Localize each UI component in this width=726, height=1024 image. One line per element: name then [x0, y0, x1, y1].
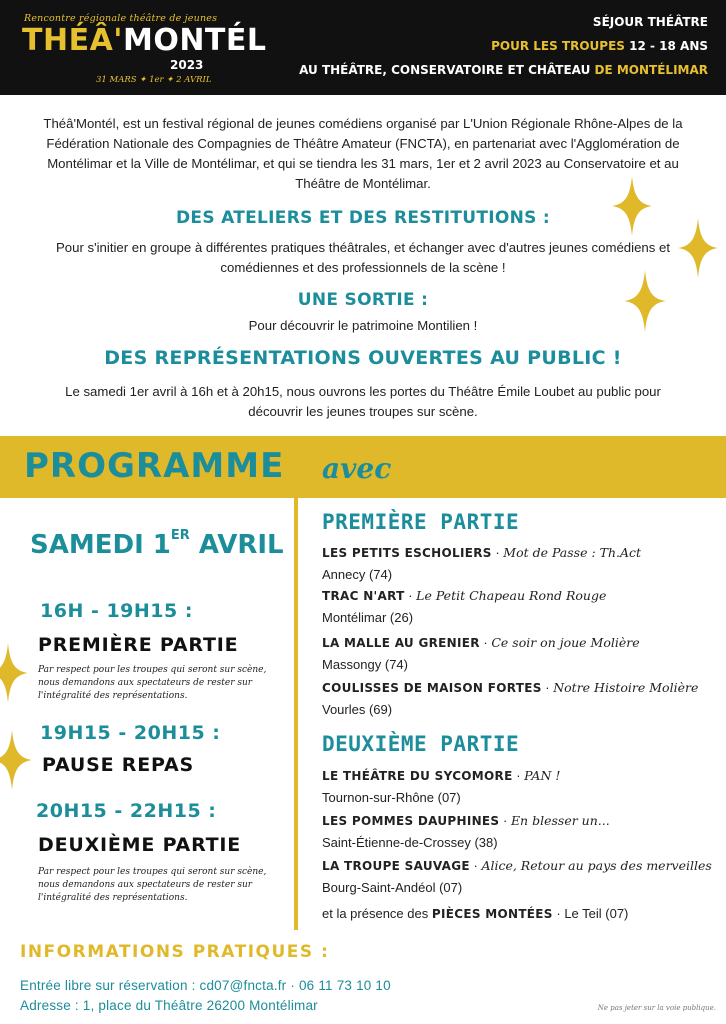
sparkle-icon	[610, 176, 654, 236]
troupe-entry: LA TROUPE SAUVAGE · Alice, Retour au pays des merveilles Bourg-Saint-Andéol (07)	[322, 858, 712, 895]
info-address: Adresse : 1, place du Théâtre 26200 Montélimar	[20, 998, 318, 1013]
ateliers-heading: DES ATELIERS ET DES RESTITUTIONS :	[176, 208, 550, 228]
header-kicker: Rencontre régionale théâtre de jeunes	[24, 13, 218, 24]
sortie-text: Pour découvrir le patrimoine Montilien !	[248, 318, 478, 333]
sparkle-icon	[622, 270, 668, 332]
slot2-title: PAUSE REPAS	[42, 754, 194, 776]
troupe-entry: LES PETITS ESCHOLIERS · Mot de Passe : Th.Act Annecy (74)	[322, 545, 642, 582]
info-contact: Entrée libre sur réservation : cd07@fncta.fr · 06 11 73 10 10	[20, 978, 391, 993]
tagline-line1: SÉJOUR THÉÂTRE	[592, 15, 708, 29]
part2-heading: DEUXIÈME PARTIE	[322, 732, 520, 756]
slot1-title: PREMIÈRE PARTIE	[38, 634, 239, 656]
schedule-day: SAMEDI 1ER AVRIL	[30, 528, 284, 560]
troupe-entry: LA MALLE AU GRENIER · Ce soir on joue Molière Massongy (74)	[322, 635, 640, 672]
header-tagline	[299, 10, 708, 82]
slot3-note: Par respect pour les troupes qui seront sur scène, nous demandons aux spectateurs de rester sur l'intégralité des représentations.	[38, 867, 267, 903]
header-banner	[0, 0, 726, 95]
disclaimer: Ne pas jeter sur la voie publique.	[597, 1004, 716, 1012]
part1-heading: PREMIÈRE PARTIE	[322, 510, 520, 534]
slot3-title: DEUXIÈME PARTIE	[38, 834, 242, 856]
slot1-time: 16H - 19H15 :	[40, 600, 193, 622]
sparkle-icon	[0, 730, 32, 790]
sortie-heading: UNE SORTIE :	[297, 290, 429, 310]
troupe-entry: LES POMMES DAUPHINES · En blesser un... Saint-Étienne-de-Crossey (38)	[322, 813, 610, 850]
troupe-entry: LE THÉÂTRE DU SYCOMORE · PAN ! Tournon-sur-Rhône (07)	[322, 768, 561, 805]
programme-avec: avec	[322, 452, 392, 485]
programme-title: PROGRAMME	[24, 446, 285, 486]
logo-year: 2023	[170, 58, 204, 72]
logo-dates: 31 MARS ✦ 1er ✦ 2 AVRIL	[96, 75, 212, 85]
public-heading: DES REPRÉSENTATIONS OUVERTES AU PUBLIC !	[104, 347, 622, 369]
tagline-line2: POUR LES TROUPES 12 - 18 ANS	[491, 39, 708, 53]
programme-band	[0, 436, 726, 498]
sparkle-icon	[0, 642, 28, 704]
logo-part1: THÉÂ'	[22, 23, 123, 58]
slot2-time: 19H15 - 20H15 :	[40, 722, 221, 744]
slot1-note: Par respect pour les troupes qui seront sur scène, nous demandons aux spectateurs de rester sur l'intégralité des représentations.	[38, 665, 267, 701]
logo-part2: MONTÉL	[122, 23, 267, 58]
info-heading: INFORMATIONS PRATIQUES :	[20, 942, 330, 962]
ateliers-text: Pour s'initier en groupe à différentes pratiques théâtrales, et échanger avec d'autres jeunes comédiens et comédiennes et des professionnels de la scène !	[56, 240, 670, 275]
presence-line: et la présence des PIÈCES MONTÉES · Le Teil (07)	[322, 906, 629, 921]
troupe-entry: TRAC N'ART · Le Petit Chapeau Rond Rouge Montélimar (26)	[322, 588, 607, 625]
public-text: Le samedi 1er avril à 16h et à 20h15, nous ouvrons les portes du Théâtre Émile Loubet au public pour découvrir les jeunes troupes sur scène.	[65, 384, 661, 419]
troupe-entry: COULISSES DE MAISON FORTES · Notre Histoire Molière Vourles (69)	[322, 680, 699, 717]
sparkle-icon	[676, 218, 720, 278]
festival-logo	[22, 23, 267, 58]
intro-paragraph: Théâ'Montél, est un festival régional de jeunes comédiens organisé par L'Union Régionale Rhône-Alpes de la Fédération Nationale des Compagnies de Théâtre Amateur (FNCTA), en partenariat avec l'Agglomération de Montélimar et la Ville de Montélimar, et qui se tiendra les 31 mars, 1er et 2 avril 2023 au Conservatoire et au Théâtre de Montélimar.	[43, 116, 683, 191]
tagline-line3: AU THÉÂTRE, CONSERVATOIRE ET CHÂTEAU DE MONTÉLIMAR	[299, 63, 708, 77]
column-divider	[294, 498, 298, 930]
slot3-time: 20H15 - 22H15 :	[36, 800, 217, 822]
